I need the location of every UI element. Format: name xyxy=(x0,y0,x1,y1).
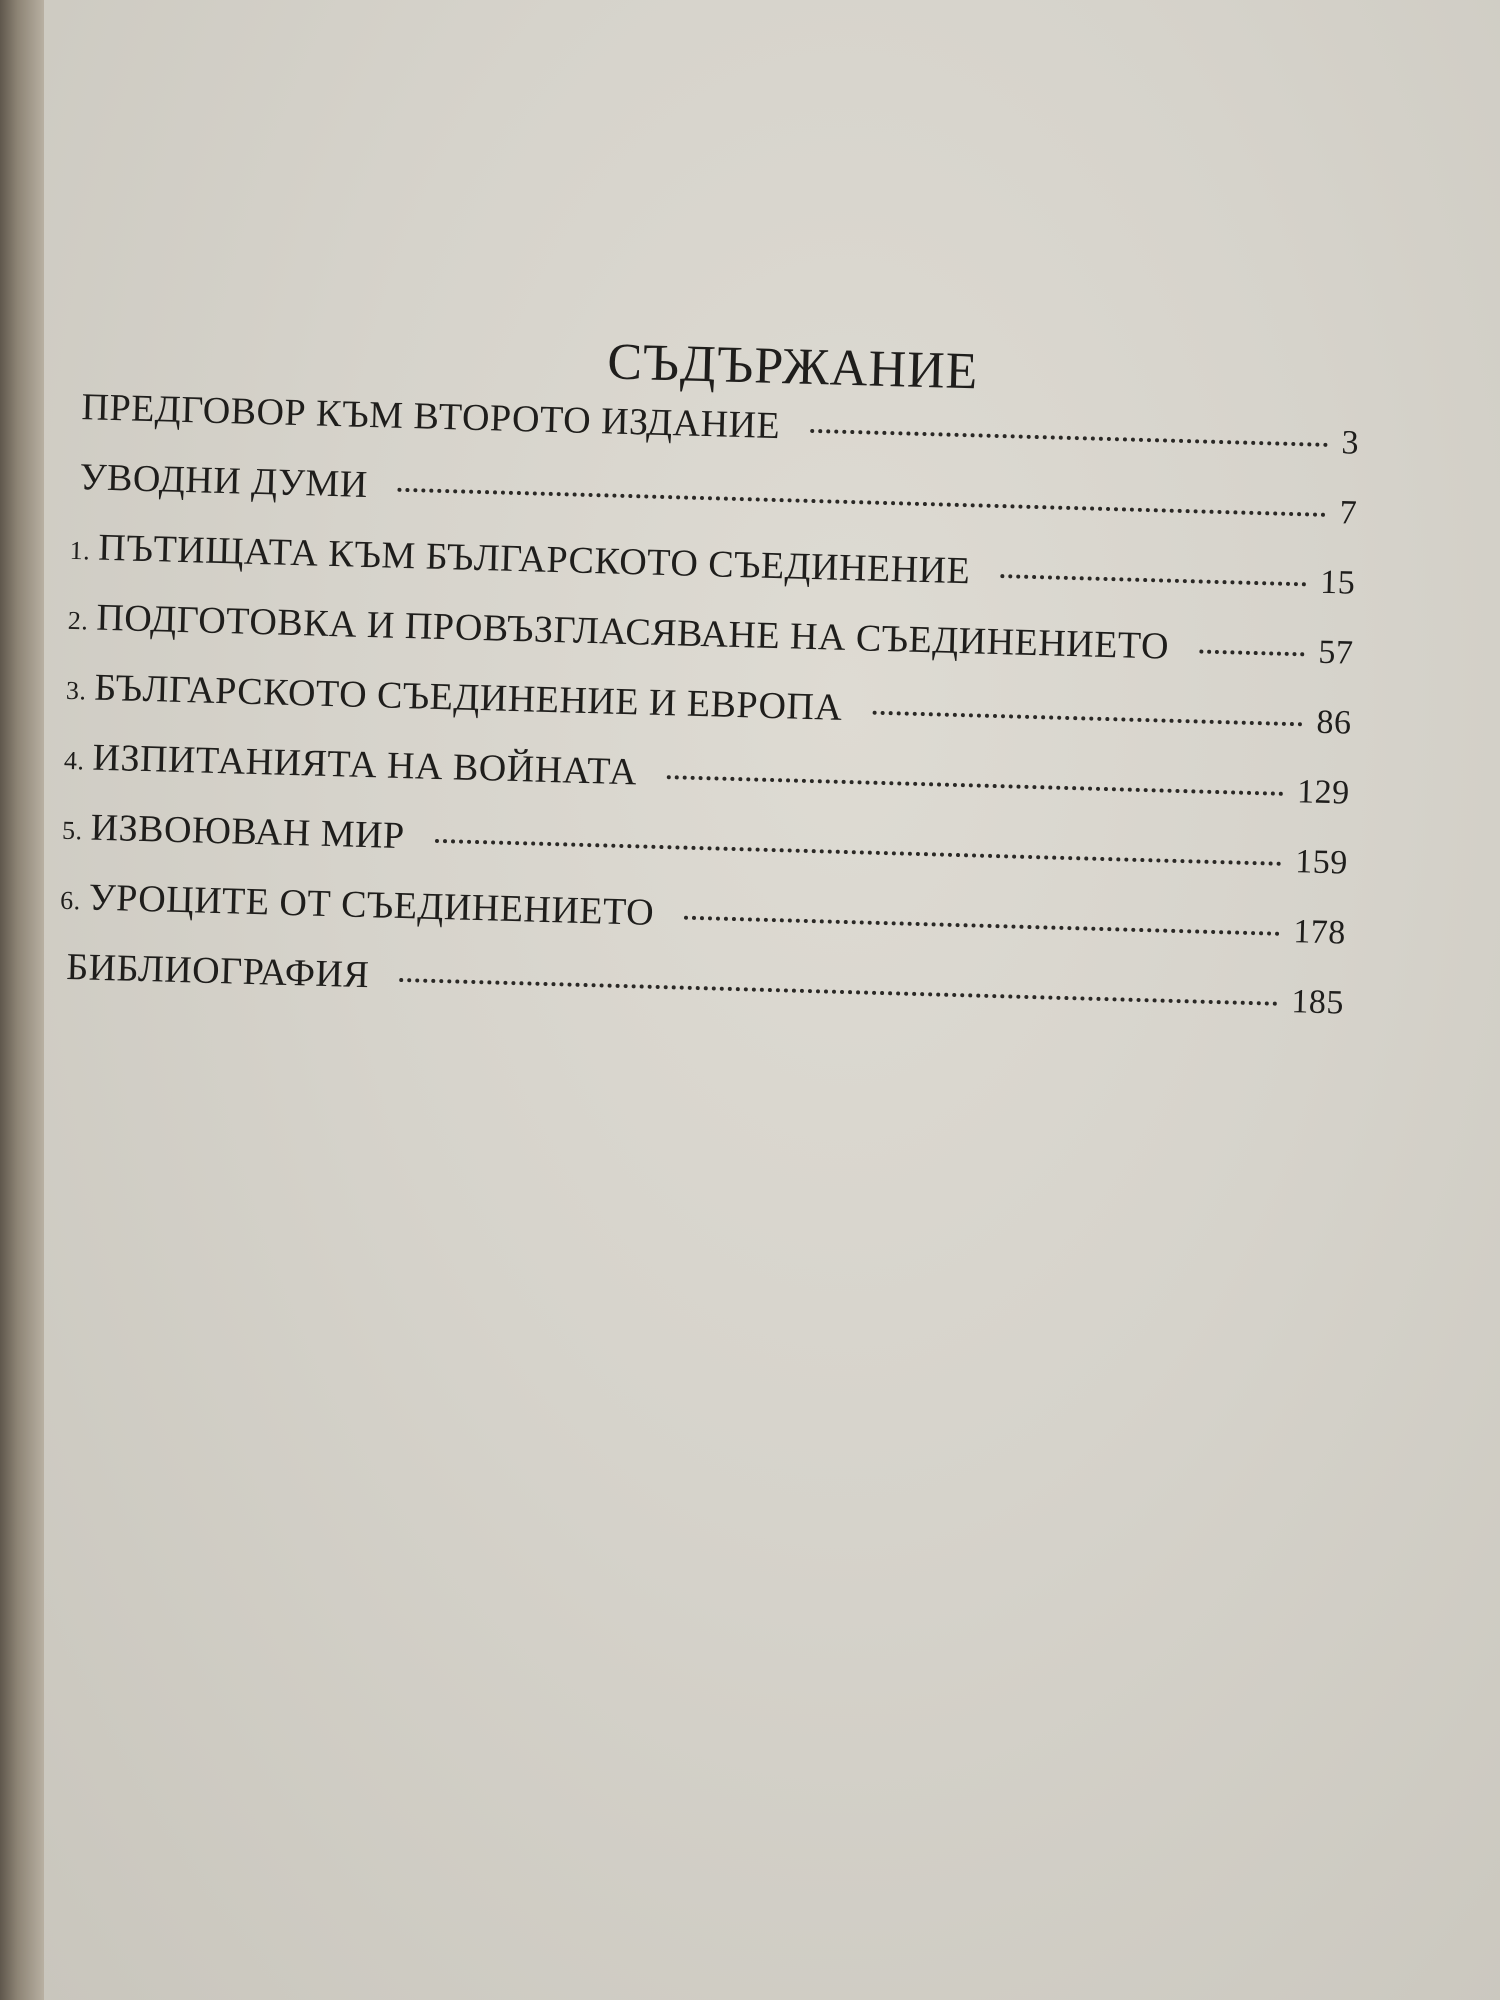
entry-number: 1. xyxy=(69,535,91,566)
entry-label: ИЗВОЮВАН МИР xyxy=(90,806,406,858)
dot-leader xyxy=(810,429,1328,447)
entry-page-number: 57 xyxy=(1317,633,1354,672)
dot-leader xyxy=(1199,649,1305,656)
dot-leader xyxy=(1000,574,1306,586)
entry-number: 5. xyxy=(61,815,84,846)
table-of-contents xyxy=(57,318,1361,1050)
dot-leader xyxy=(434,839,1281,866)
dot-leader xyxy=(872,711,1302,727)
entry-label: БЪЛГАРСКОТО СЪЕДИНЕНИЕ И ЕВРОПА xyxy=(93,666,843,729)
entry-label: БИБЛИОГРАФИЯ xyxy=(65,945,370,997)
entry-label: ПЪТИЩАТА КЪМ БЪЛГАРСКОТО СЪЕДИНЕНИЕ xyxy=(97,526,971,593)
entry-label: УВОДНИ ДУМИ xyxy=(79,456,369,506)
dot-leader xyxy=(398,488,1326,517)
entry-page-number: 129 xyxy=(1296,773,1351,812)
entry-label: ПОДГОТОВКА И ПРОВЪЗГЛАСЯВАНЕ НА СЪЕДИНЕНИЕТО xyxy=(95,596,1170,668)
entry-label: ПРЕДГОВОР КЪМ ВТОРОТО ИЗДАНИЕ xyxy=(81,386,781,448)
entry-page-number: 15 xyxy=(1319,563,1356,602)
entry-page-number: 86 xyxy=(1316,703,1353,742)
entry-page-number: 185 xyxy=(1290,983,1345,1022)
entry-label: УРОЦИТЕ ОТ СЪЕДИНЕНИЕТО xyxy=(88,876,655,934)
entry-page-number: 3 xyxy=(1341,424,1360,462)
dot-leader xyxy=(667,775,1283,796)
dot-leader xyxy=(399,978,1277,1006)
entry-number: 2. xyxy=(67,605,89,636)
entry-page-number: 178 xyxy=(1292,913,1347,952)
dot-leader xyxy=(684,916,1279,936)
entry-number: 6. xyxy=(59,885,82,916)
entry-page-number: 7 xyxy=(1339,494,1358,532)
entry-label: ИЗПИТАНИЯТА НА ВОЙНАТА xyxy=(92,736,638,794)
entry-number: 4. xyxy=(63,745,85,776)
entry-number: 3. xyxy=(65,675,87,706)
toc-title: СЪДЪРЖАНИЕ xyxy=(606,333,980,401)
entry-page-number: 159 xyxy=(1294,843,1349,882)
book-spine-edge xyxy=(0,0,44,2000)
